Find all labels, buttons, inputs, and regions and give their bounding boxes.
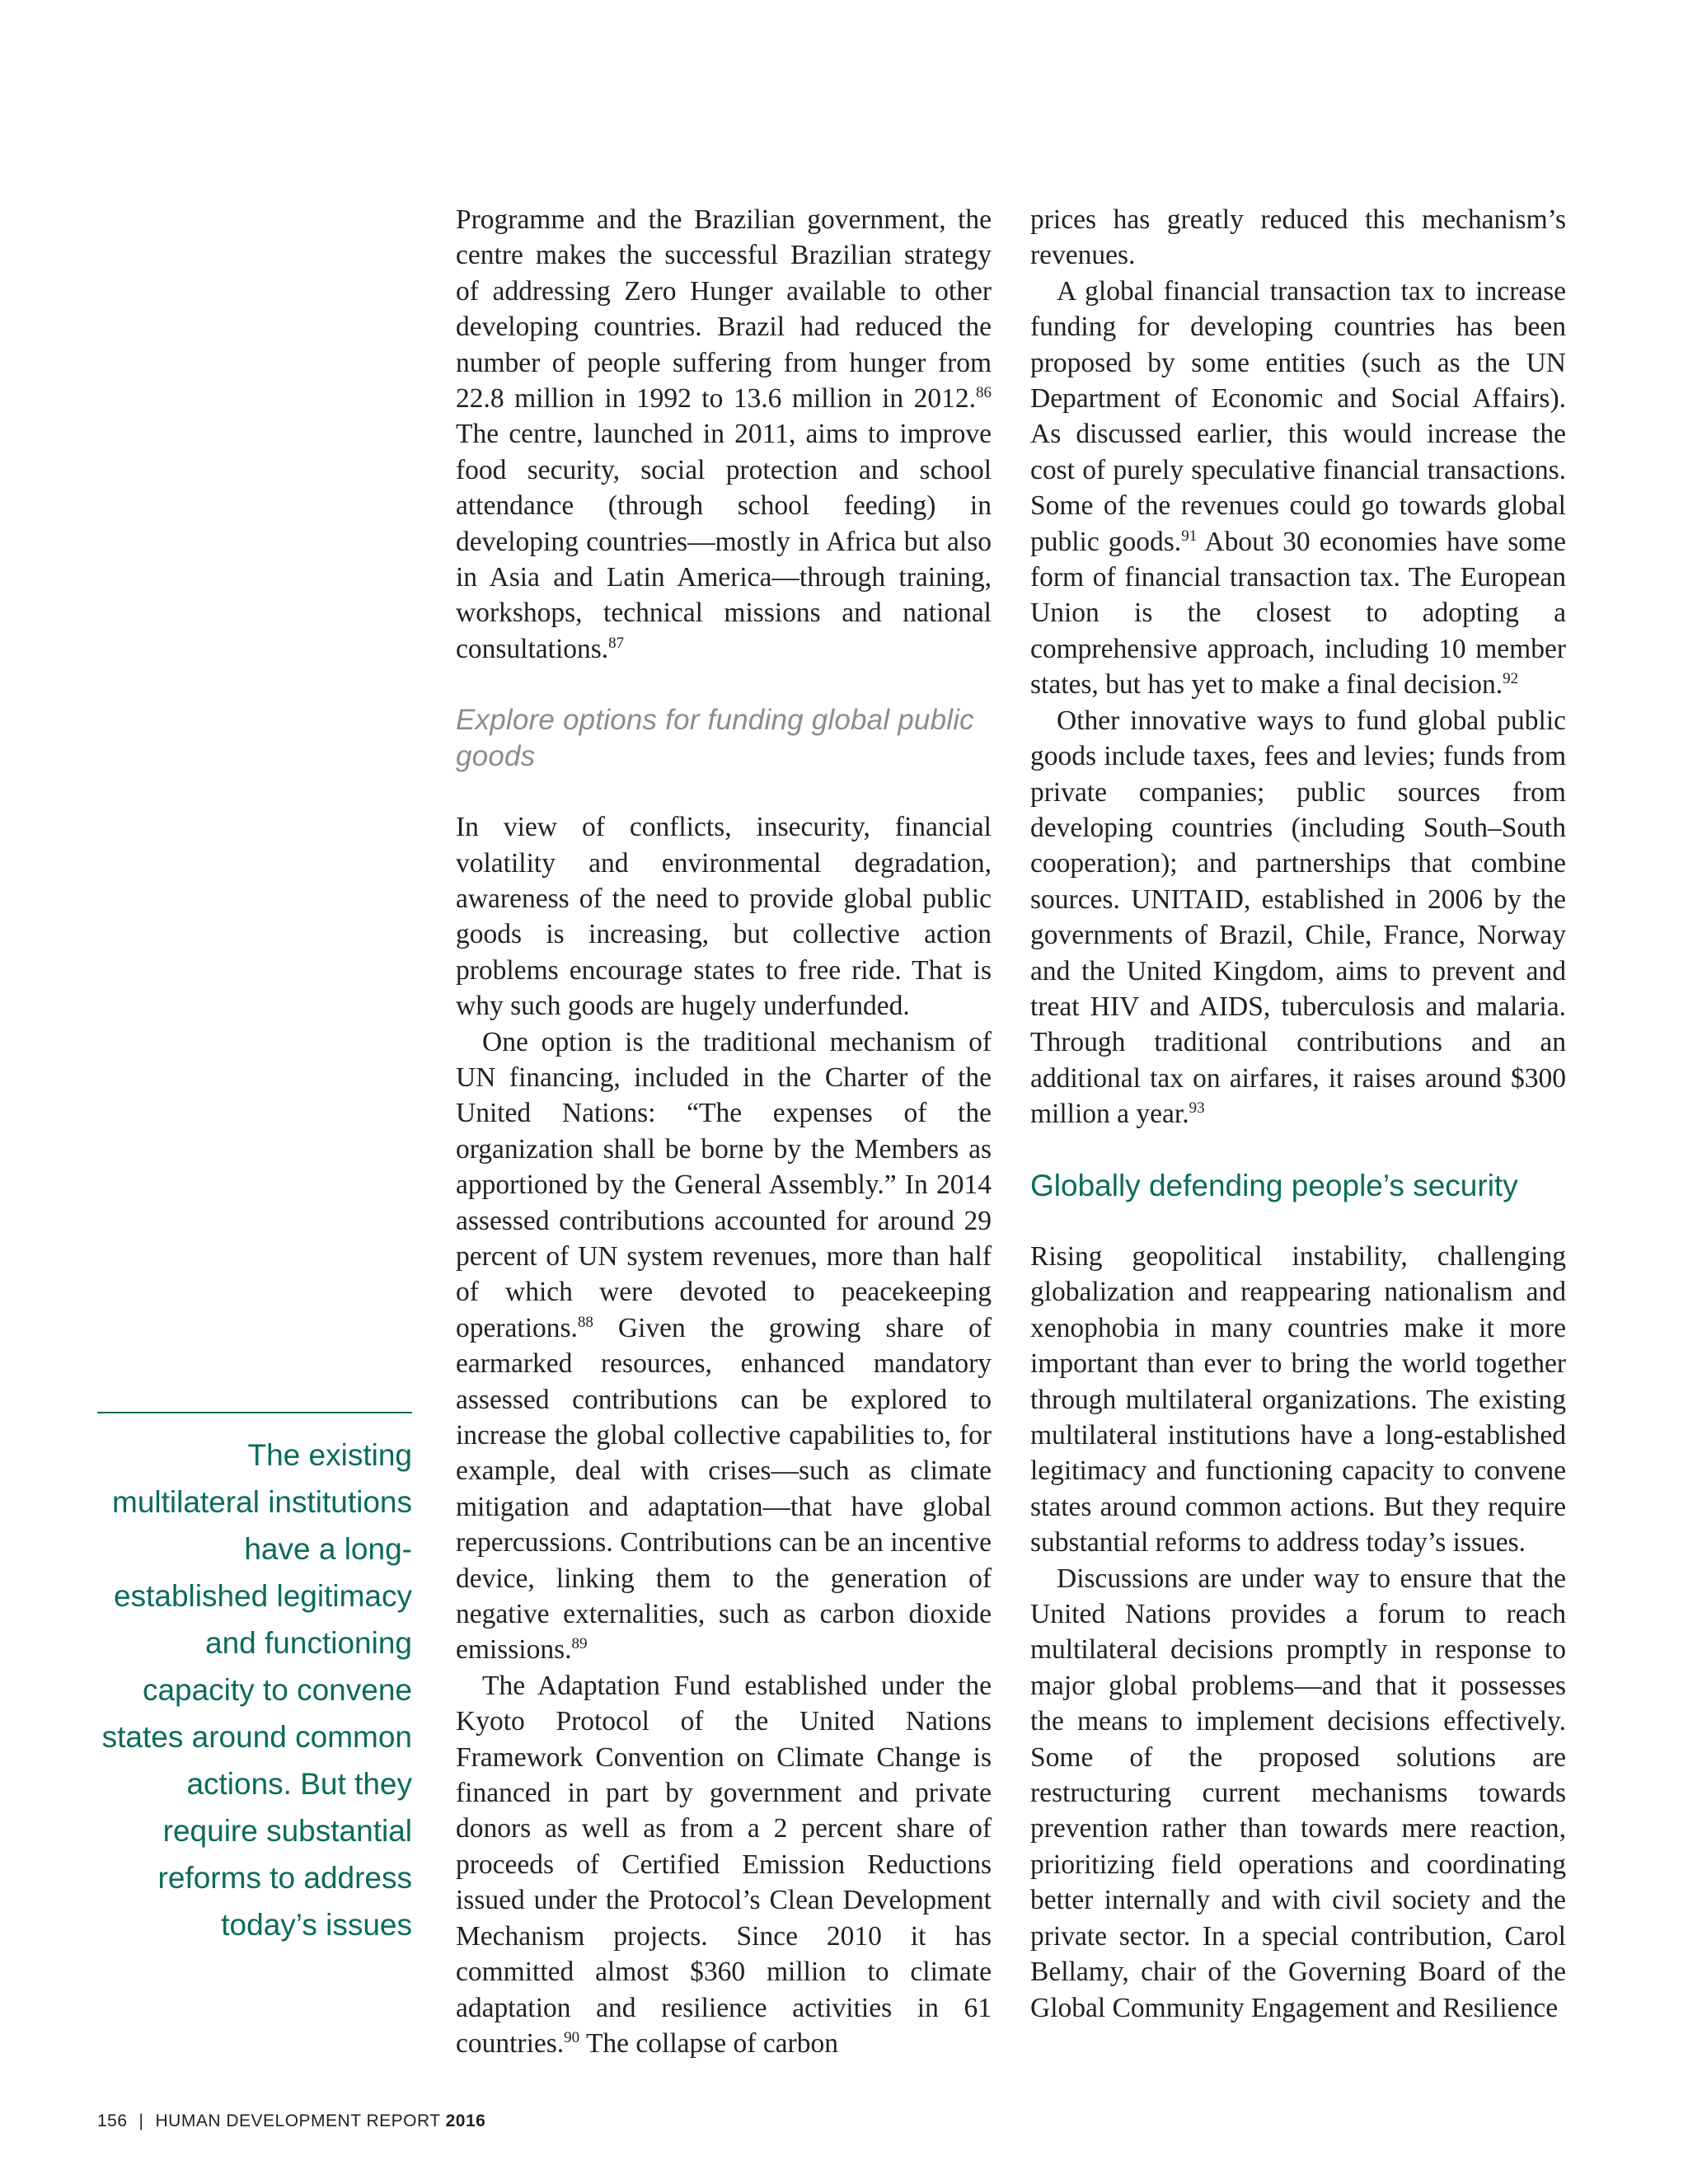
footer-separator: | <box>138 2111 144 2130</box>
paragraph: Programme and the Brazilian government, the centre makes the successful Brazilian strategy of addressing Zero Hunger available to other developing countries. Brazil had reduced the number of people suffering from hunger from 22.8 million in 1992 to 13.6 million in 2012.86 The centre, launched in 2011, aims to improve food security, social protection and school attendance (through school feeding) in developing countries—mostly in Africa but also in Asia and Latin America—through training, workshops, technical missions and national consultations.$^{87}$ <box>456 204 992 664</box>
page-number: 156 <box>97 2111 128 2130</box>
right-column <box>1030 202 1566 2026</box>
subsection-heading: Explore options for funding global public goods <box>456 704 974 772</box>
paragraph: A global financial transaction tax to increase funding for developing countries has been proposed by some entities (such as the UN Department of Economic and Social Affairs). As discussed earlier, this would increase the cost of purely speculative financial transactions. Some of the revenues could go towards global public goods.$^{91}$ About 30 economies have some form of financial transaction tax. The European Union is the closest to adopting a comprehensive approach, including 10 member states, but has yet to make a final decision.$^{92}$ <box>1030 275 1566 701</box>
paragraph: One option is the traditional mechanism of UN financing, included in the Charter of the United Nations: “The expenses of the organization shall be borne by the Members as apportioned by the General Assembly.” In 2014 assessed contributions accounted for around 29 percent of UN system revenues, more than half of which were devoted to peacekeeping operations.$^{88}$ Given the growing share of earmarked resources, enhanced mandatory assessed contributions can be explored to increase the global collective capabilities to, for example, deal with crises—such as climate mitigation and adaptation—that have global repercussions. Contributions can be an incentive device, linking them to the generation of negative externalities, such as carbon dioxide emissions.$^{89}$ <box>456 1026 992 1666</box>
paragraph: prices has greatly reduced this mechanism’s revenues. <box>1030 204 1566 271</box>
paragraph: Discussions are under way to ensure that the United Nations provides a forum to reach multilateral decisions promptly in response to major global problems—and that it possesses the means to implement decisions effectively. Some of the proposed solutions are restructuring current mechanisms towards prevention rather than towards mere reaction, prioritizing field operations and coordinating better internally and with civil society and the private sector. In a special contribution, Carol Bellamy, chair of the Governing Board of the Global Community Engagement and Resilience <box>1030 1563 1566 2023</box>
footnote-ref: 87 <box>608 634 625 652</box>
footnote-ref: 89 <box>571 1635 588 1653</box>
paragraph: Other innovative ways to fund global public goods include taxes, fees and levies; funds from private companies; public sources from developing countries (including South–South cooperation); and partnerships that combine sources. UNITAID, established in 2006 by the governments of Brazil, Chile, France, Norway and the United Kingdom, aims to prevent and treat HIV and AIDS, tuberculosis and malaria. Through traditional contributions and an additional tax on airfares, it raises around $300 million a year.$^{93}$ <box>1030 705 1566 1130</box>
footnote-ref: 90 <box>564 2028 580 2046</box>
paragraph: In view of conflicts, insecurity, financial volatility and environmental degradation, awareness of the need to provide global public goods is increasing, but collective action problems encourage states to free ride. That is why such goods are hugely underfunded. <box>456 812 992 1022</box>
left-column <box>456 202 992 2061</box>
report-year: 2016 <box>445 2111 486 2130</box>
pull-quote: The existing multilateral institutions have a long-established legitimacy and functioning capacity to convene states around common actions. But they require substantial reforms to address today’s issues <box>97 1412 412 1948</box>
report-title: HUMAN DEVELOPMENT REPORT <box>155 2111 441 2130</box>
footnote-ref: 92 <box>1503 670 1519 688</box>
footnote-ref: 91 <box>1181 527 1198 545</box>
paragraph: The Adaptation Fund established under the Kyoto Protocol of the United Nations Framework Convention on Climate Change is financed in part by government and private donors as well as from a 2 percent share of proceeds of Certified Emission Reductions issued under the Protocol’s Clean Development Mechanism projects. Since 2010 it has committed almost $360 million to climate adaptation and resilience activities in 61 countries.$^{90}$ The collapse of carbon <box>456 1670 992 2059</box>
page-footer <box>97 2111 485 2131</box>
footnote-ref: 93 <box>1189 1099 1205 1117</box>
section-heading: Globally defending people’s security <box>1030 1168 1518 1202</box>
paragraph: Rising geopolitical instability, challenging globalization and reappearing nationalism and xenophobia in many countries make it more important than ever to bring the world together through multilateral organizations. The existing multilateral institutions have a long-established legitimacy and functioning capacity to convene states around common actions. But they require substantial reforms to address today’s issues. <box>1030 1240 1566 1558</box>
footnote-ref: 88 <box>577 1313 593 1331</box>
footnote-ref: 86 <box>976 383 992 401</box>
